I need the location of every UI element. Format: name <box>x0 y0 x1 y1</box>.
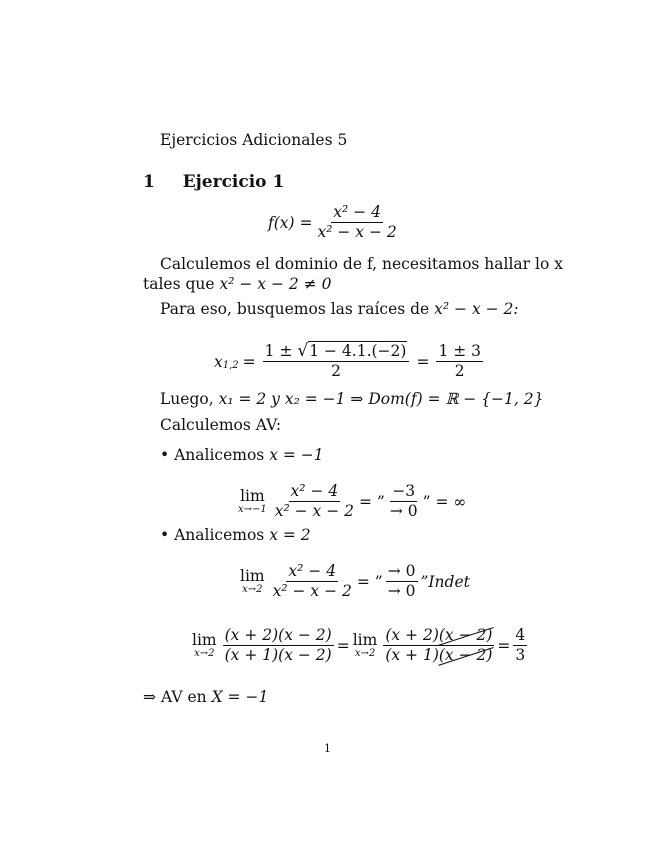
limit-3b-word: lim <box>352 631 378 649</box>
roots-numerator-2: 1 ± 3 <box>438 342 482 360</box>
limit-3-word: lim <box>192 631 217 649</box>
document-title: Ejercicios Adicionales 5 <box>160 131 348 149</box>
eq-f-denominator: x² − x − 2 <box>317 223 397 241</box>
eq-f-lhs: f(x) = <box>268 213 313 232</box>
limit-3-operator <box>192 632 217 659</box>
roots-equals: = <box>242 352 256 371</box>
limit-1-operator <box>238 488 267 515</box>
paragraph-2-math: x² − x − 2: <box>434 300 519 318</box>
limit-3-equals: = <box>336 636 350 655</box>
paragraph-4: Calculemos AV: <box>160 416 282 434</box>
eq-f-fraction <box>316 203 399 242</box>
bullet-item-2 <box>160 526 311 544</box>
conclusion-math: X = −1 <box>211 688 269 706</box>
limit-1-subscript: x→−1 <box>238 504 267 515</box>
equation-limit-1 <box>238 482 466 521</box>
limit-1-result-denominator: → 0 <box>389 502 418 520</box>
limit-1-end: ” = ∞ <box>422 492 467 511</box>
limit-3-result-numerator: 4 <box>515 626 526 644</box>
limit-2-operator <box>240 568 265 595</box>
limit-2-numerator: x² − 4 <box>288 562 337 580</box>
conclusion-text: AV en <box>160 688 207 706</box>
limit-3-denominator: (x + 1)(x − 2) <box>224 646 332 664</box>
paragraph-1-prefix: tales que <box>143 275 215 293</box>
limit-3-fraction <box>223 626 334 665</box>
limit-3-subscript: x→2 <box>194 648 215 659</box>
limit-2-word: lim <box>240 567 265 585</box>
limit-2-result-fraction <box>386 562 418 601</box>
limit-3-result-denominator: 3 <box>515 646 526 664</box>
conclusion-arrow: ⇒ <box>143 688 156 706</box>
sqrt-sign: √ <box>297 341 309 361</box>
limit-2-middle: = ” <box>356 572 383 591</box>
limit-1-result-numerator: −3 <box>392 482 416 500</box>
paragraph-1-line-2 <box>143 275 331 293</box>
roots-num-prefix: 1 ± <box>264 342 293 360</box>
limit-2-result-numerator: → 0 <box>387 562 416 580</box>
roots-numerator <box>263 342 410 362</box>
limit-3-num-cancelled: (x − 2) <box>438 626 493 644</box>
roots-denominator: 2 <box>331 362 341 380</box>
section-number: 1 <box>143 172 155 192</box>
bullet-item-1 <box>160 446 324 464</box>
roots-radicand: 1 − 4.1.(−2) <box>309 342 407 360</box>
bullet-1-text: Analicemos <box>174 446 265 464</box>
roots-fraction <box>263 342 410 381</box>
limit-3-numerator: (x + 2)(x − 2) <box>224 626 332 644</box>
paragraph-1-math: x² − x − 2 ≠ 0 <box>219 275 332 293</box>
limit-3-den-factor: (x + 1) <box>385 646 439 664</box>
limit-2-result-denominator: → 0 <box>387 582 416 600</box>
limit-3-den-cancelled: (x − 2) <box>438 646 493 664</box>
limit-3-num-factor: (x + 2) <box>385 626 439 644</box>
roots-equals-2: = <box>416 352 430 371</box>
paragraph-1-line-1: Calculemos el dominio de f, necesitamos hallar lo x <box>160 255 563 273</box>
limit-3b-operator <box>353 632 378 659</box>
eq-f-numerator: x² − 4 <box>333 203 381 221</box>
roots-denominator-2: 2 <box>454 362 465 380</box>
limit-1-denominator: x² − x − 2 <box>274 502 355 520</box>
paragraph-3 <box>160 390 543 408</box>
limit-1-fraction <box>273 482 356 521</box>
bullet-2-marker: • <box>160 526 170 544</box>
limit-3-equals-2: = <box>497 636 511 655</box>
limit-1-word: lim <box>240 487 265 505</box>
limit-1-result-fraction <box>388 482 420 521</box>
paragraph-2-text: Para eso, busquemos las raíces de <box>160 300 430 318</box>
limit-2-denominator: x² − x − 2 <box>272 582 352 600</box>
equation-f <box>268 203 402 242</box>
limit-3-simplified-denominator <box>383 646 494 665</box>
equation-roots <box>214 342 486 381</box>
limit-3-simplified-numerator <box>383 626 494 646</box>
limit-2-subscript: x→2 <box>242 584 263 595</box>
equation-limit-2 <box>240 562 470 601</box>
limit-2-fraction <box>271 562 354 601</box>
conclusion <box>143 688 268 706</box>
limit-3-result-fraction <box>513 626 527 665</box>
bullet-2-text: Analicemos <box>174 526 265 544</box>
roots-fraction-2 <box>436 342 483 381</box>
section-title: Ejercicio 1 <box>182 172 285 192</box>
roots-lhs-subscript: 1,2 <box>222 360 239 371</box>
paragraph-2 <box>160 300 519 318</box>
limit-2-end: ”Indet <box>420 572 470 591</box>
limit-3b-subscript: x→2 <box>354 648 376 659</box>
limit-1-numerator: x² − 4 <box>290 482 339 500</box>
bullet-1-marker: • <box>160 446 170 464</box>
bullet-2-math: x = 2 <box>269 526 311 544</box>
equation-limit-3 <box>192 626 530 665</box>
paragraph-3-text: Luego, <box>160 390 214 408</box>
limit-1-middle: = ” <box>359 492 385 511</box>
section-heading <box>143 172 284 192</box>
bullet-1-math: x = −1 <box>269 446 324 464</box>
roots-lhs: x <box>214 352 223 371</box>
paragraph-3-math: x₁ = 2 y x₂ = −1 ⇒ Dom(f) = ℝ − {−1, 2} <box>218 390 544 408</box>
limit-3-simplified-fraction <box>383 626 494 665</box>
page-number: 1 <box>324 742 331 755</box>
